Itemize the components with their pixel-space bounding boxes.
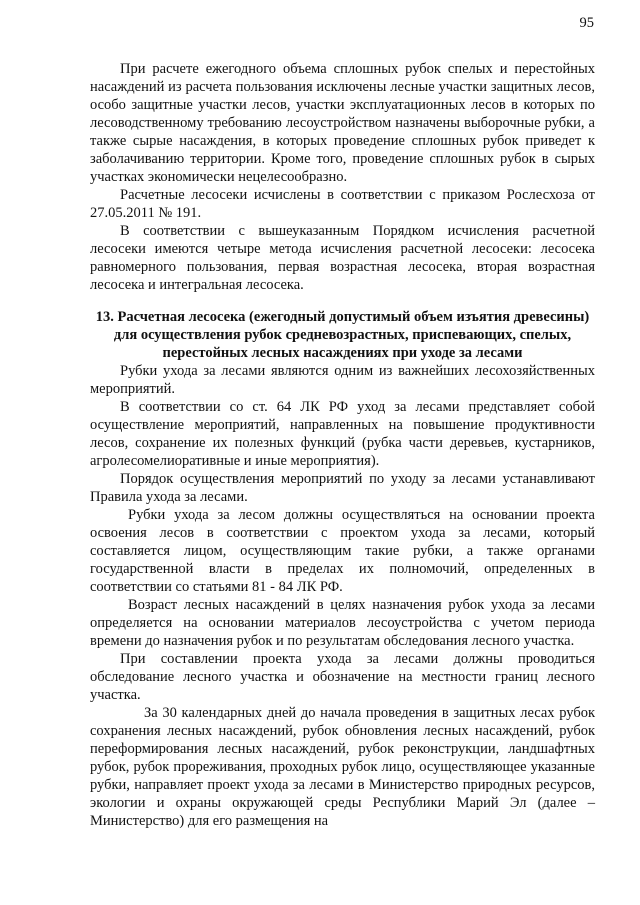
page-number: 95	[579, 15, 594, 31]
page-content	[90, 60, 595, 830]
paragraph-thinning-importance: Рубки ухода за лесами являются одним из важнейших лесохозяйственных мероприятий.	[90, 363, 595, 397]
section-heading: 13. Расчетная лесосека (ежегодный допустимый объем изъятия древесины) для осуществления рубок средневозрастных, приспевающих, спелых, перестойных лесных насаждениях при уходе за лесами	[95, 309, 590, 361]
paragraph-development-project: Рубки ухода за лесом должны осуществляться на основании проекта освоения лесов в соответствии с проектом ухода за лесами, который составляется лицом, осуществляющим такие рубки, а также органами государственной власти в пределах их полномочий, определенных в соответствии со статьями 81 - 84 ЛК РФ.	[90, 507, 595, 595]
paragraph-30-days-notice: За 30 календарных дней до начала проведения в защитных лесах рубок сохранения лесных насаждений, рубок обновления лесных насаждений, рубок переформирования лесных насаждений, рубок реконструкции, ландшафтных рубок, рубок прореживания, проходных рубок лицо, осуществляющее указанные рубки, направляет проект ухода за лесами в Министерство природных ресурсов, экологии и охраны окружающей среды Республики Марий Эл (далее – Министерство) для его размещения на	[90, 705, 595, 829]
paragraph-article-64: В соответствии со ст. 64 ЛК РФ уход за лесами представляет собой осуществление мероприятий, направленных на повышение продуктивности лесов, сохранение их полезных функций (рубка части деревьев, кустарников, агролесомелиоративные и иные мероприятия).	[90, 399, 595, 469]
paragraph-clearcut-calculation: При расчете ежегодного объема сплошных рубок спелых и перестойных насаждений из расчета пользования исключены лесные участки защитных лесов, особо защитные участки лесов, участки эксплуатационных лесов в которых по лесоводственному требованию лесоустройством назначены выборочные рубки, а также сырые насаждения, в которых проведение сплошных рубок приведет к заболачиванию территории. Кроме того, проведение сплошных рубок в сырых участках экономически нецелесообразно.	[90, 61, 595, 185]
paragraph-site-survey: При составлении проекта ухода за лесами должны проводиться обследование лесного участка и обозначение на местности границ лесного участка.	[90, 651, 595, 703]
paragraph-calculation-methods: В соответствии с вышеуказанным Порядком исчисления расчетной лесосеки имеются четыре метода исчисления расчетной лесосеки: лесосека равномерного пользования, первая возрастная лесосека, вторая возрастная лесосека и интегральная лесосека.	[90, 223, 595, 293]
paragraph-care-rules: Порядок осуществления мероприятий по уходу за лесами устанавливают Правила ухода за лесами.	[90, 471, 595, 505]
paragraph-rosleskhoz-order: Расчетные лесосеки исчислены в соответствии с приказом Рослесхоза от 27.05.2011 № 191.	[90, 187, 595, 221]
paragraph-stand-age: Возраст лесных насаждений в целях назначения рубок ухода за лесами определяется на основании материалов лесоустройства с учетом периода времени до назначения рубок и по результатам обследования лесного участка.	[90, 597, 595, 649]
